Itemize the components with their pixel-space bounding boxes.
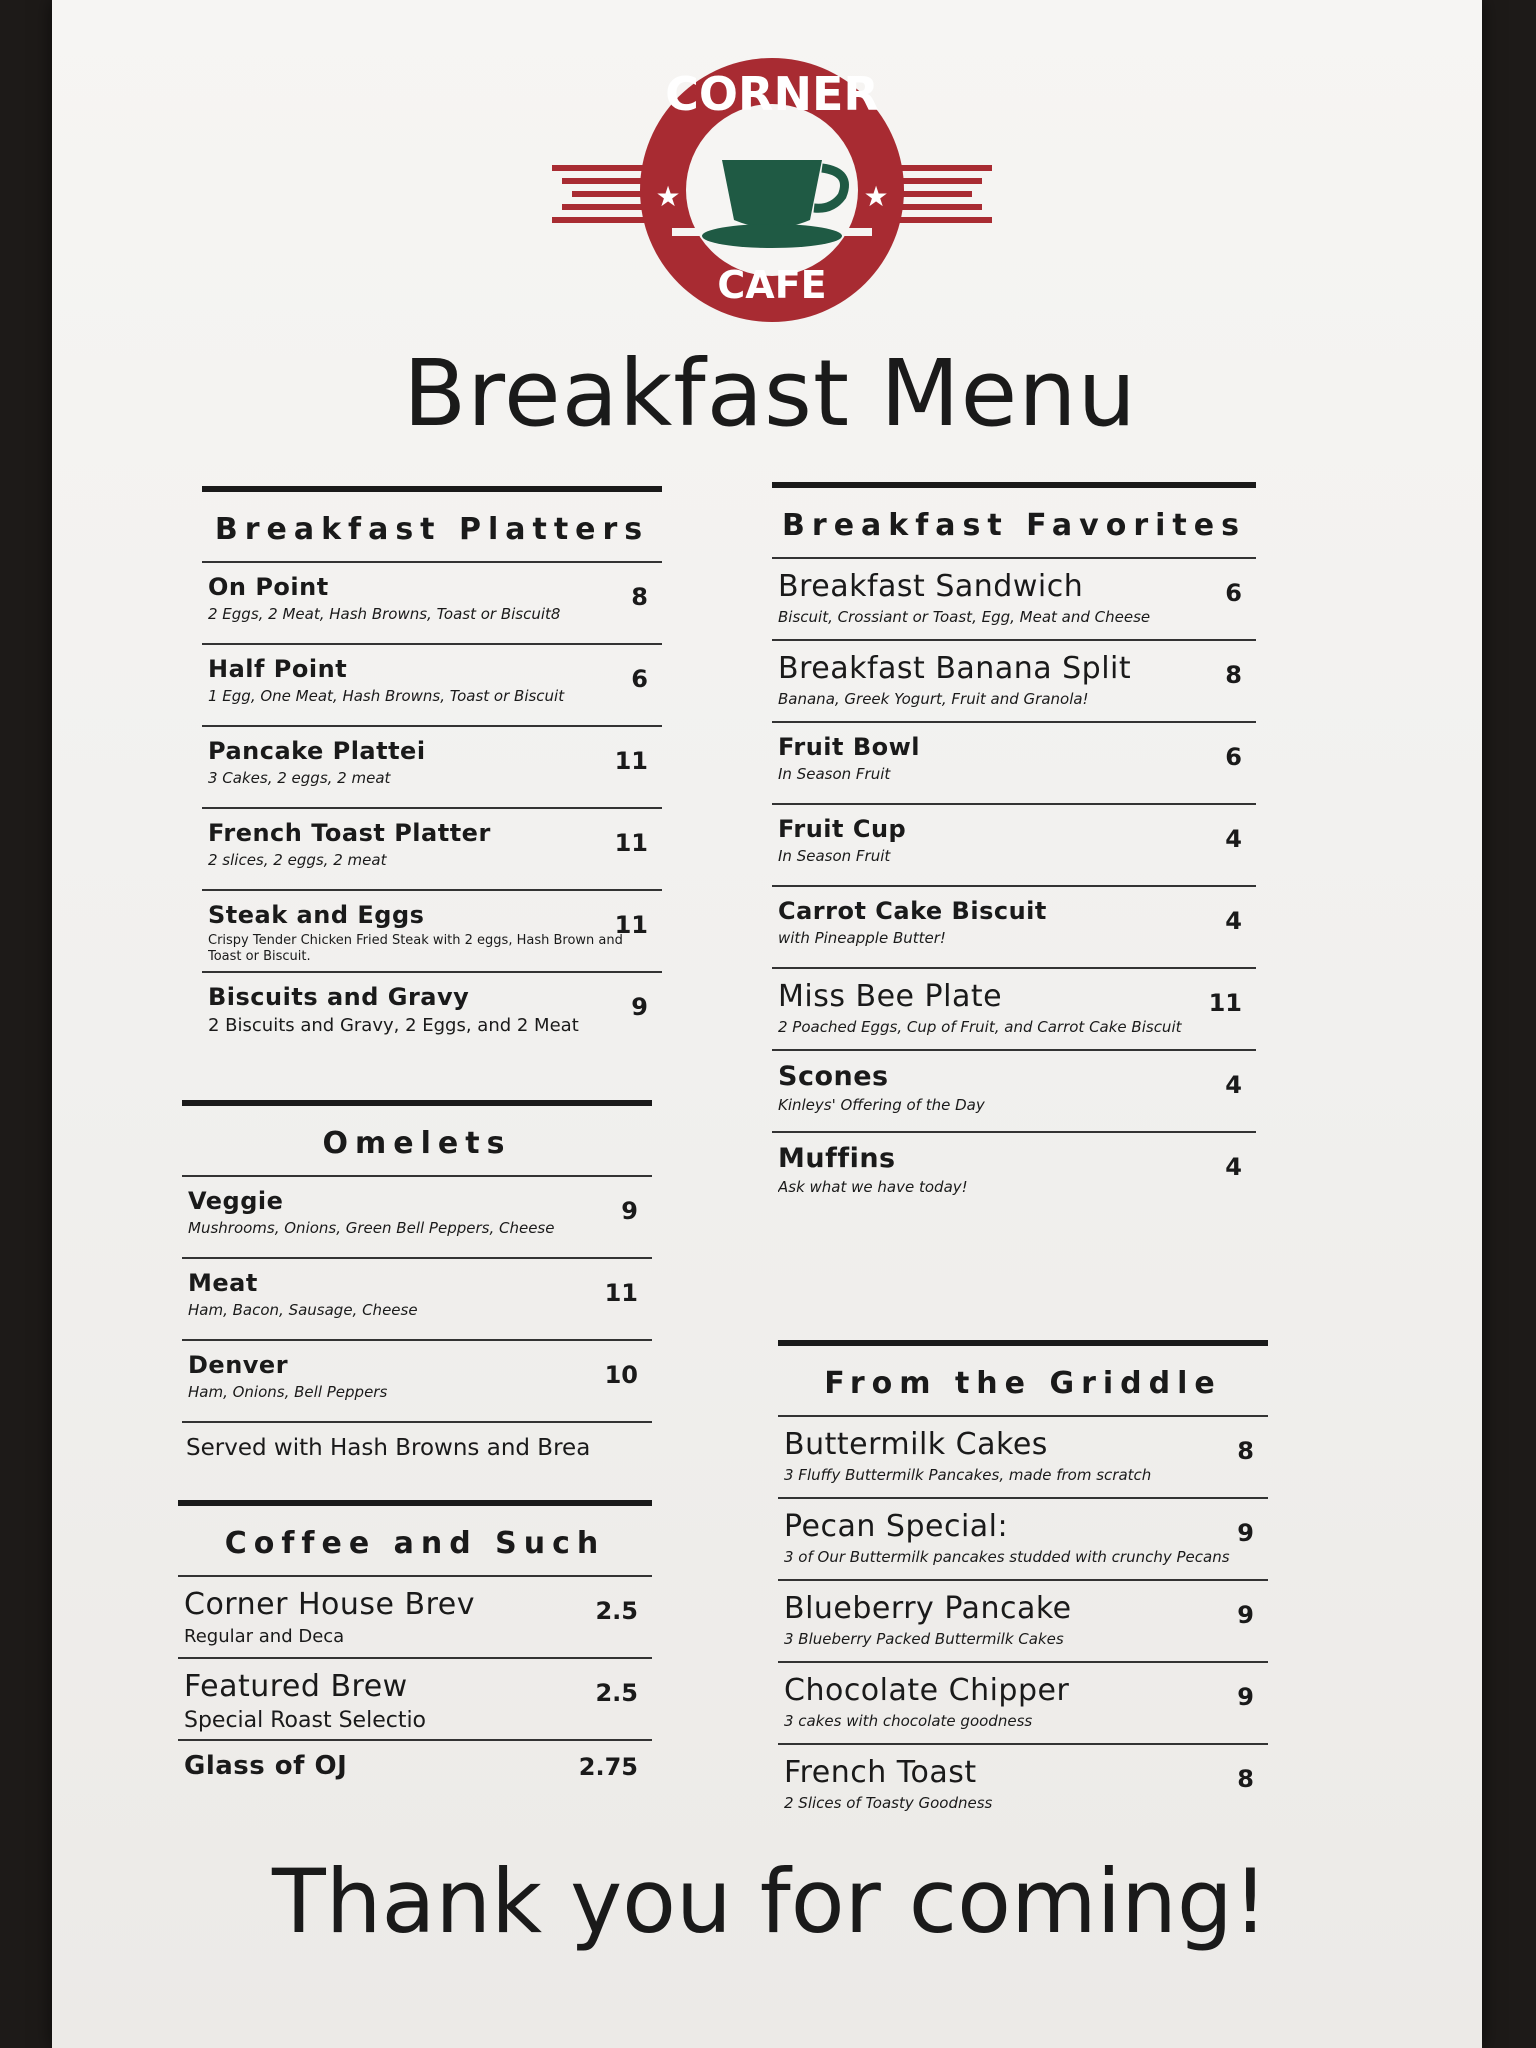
menu-item: [202, 889, 662, 971]
section-breakfast-favorites: [772, 482, 1256, 1213]
item-name: Chocolate Chipper: [784, 1673, 1070, 1708]
item-name: Biscuits and Gravy: [208, 983, 470, 1011]
item-description: 3 cakes with chocolate goodness: [784, 1712, 1033, 1730]
menu-item: [772, 557, 1256, 639]
item-name: Steak and Eggs: [208, 901, 425, 929]
item-description: 3 Cakes, 2 eggs, 2 meat: [208, 769, 391, 787]
item-description: Ham, Bacon, Sausage, Cheese: [188, 1301, 418, 1319]
item-description: Biscuit, Crossiant or Toast, Egg, Meat and Cheese: [778, 608, 1151, 626]
item-name: Miss Bee Plate: [778, 979, 1003, 1014]
item-description: Ask what we have today!: [778, 1178, 968, 1196]
item-name: Buttermilk Cakes: [784, 1427, 1048, 1462]
menu-item: [778, 1415, 1268, 1497]
item-price: 4: [1225, 907, 1242, 935]
menu-item: [772, 721, 1256, 803]
item-description: 2 Slices of Toasty Goodness: [784, 1794, 993, 1812]
item-name: French Toast: [784, 1755, 977, 1790]
section-from-the-griddle: [778, 1340, 1268, 1825]
section-coffee: [178, 1500, 652, 1797]
item-price: 6: [1225, 743, 1242, 771]
item-price: 8: [1237, 1437, 1254, 1465]
item-price: 11: [604, 1279, 638, 1307]
item-price: 8: [1225, 661, 1242, 689]
menu-item: [182, 1339, 652, 1421]
item-price: 9: [1237, 1601, 1254, 1629]
item-name: Fruit Cup: [778, 815, 907, 843]
menu-item: [202, 643, 662, 725]
item-price: 2.5: [595, 1679, 638, 1707]
menu-item: [772, 885, 1256, 967]
item-description: with Pineapple Butter!: [778, 929, 946, 947]
item-name: Muffins: [778, 1143, 896, 1174]
menu-item: [182, 1175, 652, 1257]
item-description: Kinleys' Offering of the Day: [778, 1096, 985, 1114]
thank-you-footer: Thank you for coming!: [271, 1850, 1269, 1953]
item-name: Pancake Plattei: [208, 737, 426, 765]
section-title: From the Griddle: [824, 1366, 1222, 1401]
item-price: 10: [604, 1361, 638, 1389]
item-name: Carrot Cake Biscuit: [778, 897, 1047, 925]
section-rule: [178, 1500, 652, 1506]
item-description: In Season Fruit: [778, 765, 891, 783]
item-name: Pecan Special:: [784, 1509, 1009, 1544]
item-name: On Point: [208, 573, 329, 601]
item-description: Regular and Deca: [184, 1626, 345, 1647]
item-description: 2 Biscuits and Gravy, 2 Eggs, and 2 Meat: [208, 1015, 579, 1036]
section-rule: [182, 1100, 652, 1106]
section-title: Coffee and Such: [224, 1526, 606, 1561]
menu-item: [772, 639, 1256, 721]
item-name: Denver: [188, 1351, 289, 1379]
item-description: 2 slices, 2 eggs, 2 meat: [208, 851, 387, 869]
item-name: Half Point: [208, 655, 348, 683]
menu-item: [202, 561, 662, 643]
item-price: 8: [631, 583, 648, 611]
item-description: 2 Poached Eggs, Cup of Fruit, and Carrot Cake Biscuit: [778, 1018, 1182, 1036]
item-price: 9: [1237, 1683, 1254, 1711]
section-rule: [202, 486, 662, 492]
item-description: Ham, Onions, Bell Peppers: [188, 1383, 388, 1401]
item-description: Crispy Tender Chicken Fried Steak with 2 eggs, Hash Brown and Toast or Biscuit.: [208, 933, 623, 964]
item-description: 3 Blueberry Packed Buttermilk Cakes: [784, 1630, 1064, 1648]
menu-item: [772, 967, 1256, 1049]
page-title: Breakfast Menu: [403, 340, 1137, 447]
menu-item: [178, 1657, 652, 1739]
menu-item: [202, 807, 662, 889]
item-description: Banana, Greek Yogurt, Fruit and Granola!: [778, 690, 1089, 708]
menu-paper: [52, 0, 1482, 2048]
item-description: 1 Egg, One Meat, Hash Browns, Toast or Biscuit: [208, 687, 565, 705]
svg-text:CORNER: CORNER: [665, 67, 879, 121]
menu-item: [778, 1661, 1268, 1743]
item-price: 9: [621, 1197, 638, 1225]
item-price: 9: [1237, 1519, 1254, 1547]
section-omelets: [182, 1100, 652, 1473]
corner-cafe-logo: [552, 50, 992, 330]
item-price: 4: [1225, 1153, 1242, 1181]
item-price: 2.5: [595, 1597, 638, 1625]
menu-item: [772, 1049, 1256, 1131]
item-name: French Toast Platter: [208, 819, 491, 847]
item-name: Glass of OJ: [184, 1751, 348, 1781]
item-price: 6: [631, 665, 648, 693]
item-name: Fruit Bowl: [778, 733, 921, 761]
section-rule: [778, 1340, 1268, 1346]
item-price: 8: [1237, 1765, 1254, 1793]
svg-text:CAFE: CAFE: [717, 263, 827, 307]
item-price: 2.75: [578, 1753, 638, 1781]
section-breakfast-platters: [202, 486, 662, 1053]
omelets-note: Served with Hash Browns and Brea: [182, 1421, 652, 1473]
menu-item: [182, 1257, 652, 1339]
menu-item: [178, 1739, 652, 1797]
item-price: 11: [1208, 989, 1242, 1017]
item-name: Veggie: [188, 1187, 284, 1215]
menu-item: [202, 971, 662, 1053]
menu-item: [778, 1743, 1268, 1825]
svg-text:★: ★: [863, 180, 889, 213]
item-description: 2 Eggs, 2 Meat, Hash Browns, Toast or Biscuit8: [208, 605, 561, 623]
item-name: Featured Brew: [184, 1669, 408, 1704]
menu-item: [178, 1575, 652, 1657]
item-price: 9: [631, 993, 648, 1021]
item-description: Special Roast Selectio: [184, 1708, 427, 1733]
item-price: 4: [1225, 825, 1242, 853]
menu-item: [772, 803, 1256, 885]
section-title: Omelets: [322, 1126, 512, 1161]
svg-text:★: ★: [655, 180, 681, 213]
menu-item: [202, 725, 662, 807]
menu-item: [778, 1579, 1268, 1661]
item-price: 6: [1225, 579, 1242, 607]
item-description: 3 Fluffy Buttermilk Pancakes, made from scratch: [784, 1466, 1152, 1484]
item-description: Mushrooms, Onions, Green Bell Peppers, Cheese: [188, 1219, 555, 1237]
item-price: 4: [1225, 1071, 1242, 1099]
item-price: 11: [614, 747, 648, 775]
menu-item: [772, 1131, 1256, 1213]
section-title: Breakfast Platters: [214, 512, 650, 547]
menu-item: [778, 1497, 1268, 1579]
item-price: 11: [614, 829, 648, 857]
item-name: Meat: [188, 1269, 258, 1297]
item-name: Breakfast Sandwich: [778, 569, 1084, 604]
item-name: Blueberry Pancake: [784, 1591, 1072, 1626]
section-title: Breakfast Favorites: [782, 508, 1246, 543]
item-description: 3 of Our Buttermilk pancakes studded with crunchy Pecans: [784, 1548, 1230, 1566]
item-description: In Season Fruit: [778, 847, 891, 865]
item-name: Breakfast Banana Split: [778, 651, 1132, 686]
section-rule: [772, 482, 1256, 488]
item-name: Corner House Brev: [184, 1587, 475, 1622]
item-name: Scones: [778, 1061, 889, 1092]
item-price: 11: [614, 911, 648, 939]
